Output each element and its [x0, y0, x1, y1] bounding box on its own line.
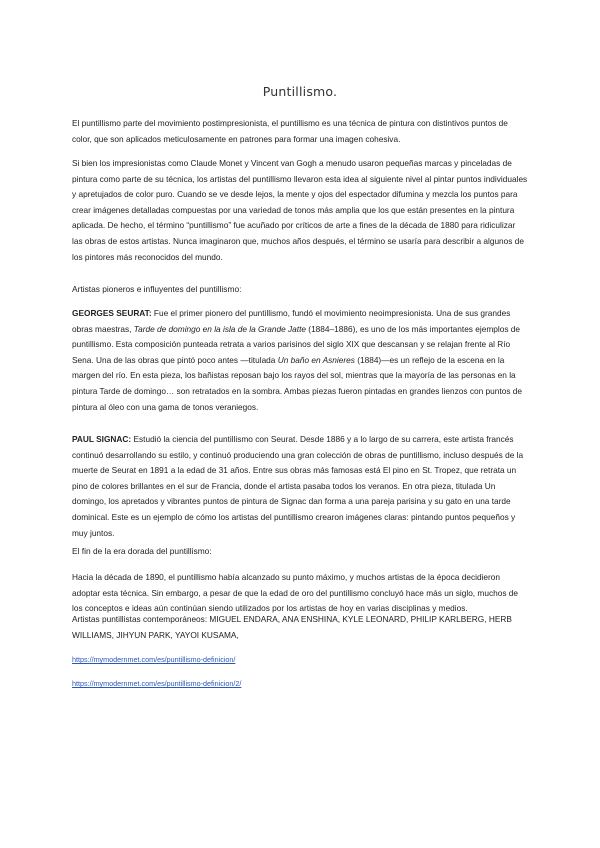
signac-text: [72, 432, 528, 541]
seurat-name: GEORGES SEURAT:: [72, 308, 152, 318]
seurat-text: [72, 306, 528, 415]
end-heading-text: El fin de la era dorada del puntillismo:: [72, 546, 212, 556]
pioneers-heading: [72, 282, 528, 298]
seurat-work-grande-jatte: Tarde de domingo en la isla de la Grande Jatte: [133, 323, 306, 334]
seurat-work-bano-asnieres: Un baño en Asnieres: [277, 354, 355, 365]
reference-link-1-container: [72, 652, 528, 668]
seurat-paragraph: [72, 306, 528, 415]
seurat-text-3: (1884)—es un reflejo de la escena en la margen del río. En esta pieza, los bañistas reposan bajo los rayos del sol, mientras que la mayoría de las personas en la pintura Tarde de domingo… son retratados en la sombra. Ambas piezas fueron pintadas en grandes lienzos con puntos de pintura al óleo con una gama de tonos veraniegos.: [72, 354, 523, 412]
reference-link-2-container: [72, 676, 528, 692]
signac-body: Estudió la ciencia del puntillismo con Seurat. Desde 1886 y a lo largo de su carrera, este artista francés continuó desarrollando su estilo, y continuó produciendo una gran colección de obras de puntillismo, incluso después de la muerte de Seurat en 1891 a la edad de 31 años. Entre sus obras más famosas está El pino en St. Tropez, que retrata un pino de colores brillantes en el sur de Francia, donde el artista pasaba todos los veranos. En otra pieza, titulada Un domingo, los apretados y vibrantes puntos de pintura de Signac dan forma a una pareja parisina y su gato en una tarde dominical. Este es un ejemplo de cómo los artistas del puntillismo crearon imágenes claras: pintando puntos pequeños y muy juntos.: [72, 434, 524, 538]
history-text: Si bien los impresionistas como Claude Monet y Vincent van Gogh a menudo usaron pequeñas marcas y pinceladas de pintura como parte de su técnica, los artistas del puntillismo llevaron esta idea al siguiente nivel al pintar puntos individuales y apretujados de color puro. Cuando se ve desde lejos, la mente y ojos del espectador difumina y mezcla los puntos para crear imágenes detalladas compuestas por una variedad de tonos más amplia que los que están presentes en la pintura aplicada. De hecho, el término “puntillismo” fue acuñado por críticos de arte a fines de la década de 1880 para ridiculizar las obras de estos artistas. Nunca imaginaron que, muchos años después, el término se usaría para describir a algunos de los pintores más reconocidos del mundo.: [72, 158, 528, 262]
intro-paragraph: [72, 116, 528, 147]
intro-text: El puntillismo parte del movimiento postimpresionista, el puntillismo es una técnica de pintura con distintivos puntos de color, que son aplicados meticulosamente en patrones para formar una imagen cohesiva.: [72, 118, 508, 144]
contemporary-text: Artistas puntillistas contemporáneos: MIGUEL ENDARA, ANA ENSHINA, KYLE LEONARD, PHILIP KARLBERG, HERB WILLIAMS, JIHYUN PARK, YAYOI KUSAMA,: [72, 614, 512, 640]
page-title: Puntillismo.: [262, 84, 338, 99]
seurat-text-1: Fue el primer pionero del puntillismo, fundó el movimiento neoimpresionista. Una de sus grandes obras maestras,: [72, 308, 511, 334]
signac-paragraph: [72, 432, 528, 541]
seurat-text-2: (1884–1886), es uno de los más importantes ejemplos de puntillismo. Esta composición punteada retrata a varios parisinos del siglo XIX que descansan y se relajan frente al Río Sena. Una de las obras que pintó poco antes —titulada: [72, 323, 521, 365]
reference-link-2[interactable]: https://mymodernmet.com/es/puntillismo-definicion/2/: [72, 679, 242, 688]
reference-link-1[interactable]: https://mymodernmet.com/es/puntillismo-definicion/: [72, 655, 236, 664]
end-text: Hacia la década de 1890, el puntillismo había alcanzado su punto máximo, y muchos artistas de la época decidieron adoptar esta técnica. Sin embargo, a pesar de que la edad de oro del puntillismo concluyó hace más un siglo, muchos de los conceptos e ideas aún continúan siendo utilizados por los artistas de hoy en varias disciplinas y medios.: [72, 572, 518, 614]
signac-name: PAUL SIGNAC:: [72, 434, 132, 444]
contemporary-paragraph: [72, 612, 528, 643]
history-paragraph: [72, 156, 528, 265]
end-paragraph: [72, 570, 528, 617]
end-heading: [72, 544, 528, 560]
pioneers-heading-text: Artistas pioneros e influyentes del puntillismo:: [72, 284, 242, 294]
